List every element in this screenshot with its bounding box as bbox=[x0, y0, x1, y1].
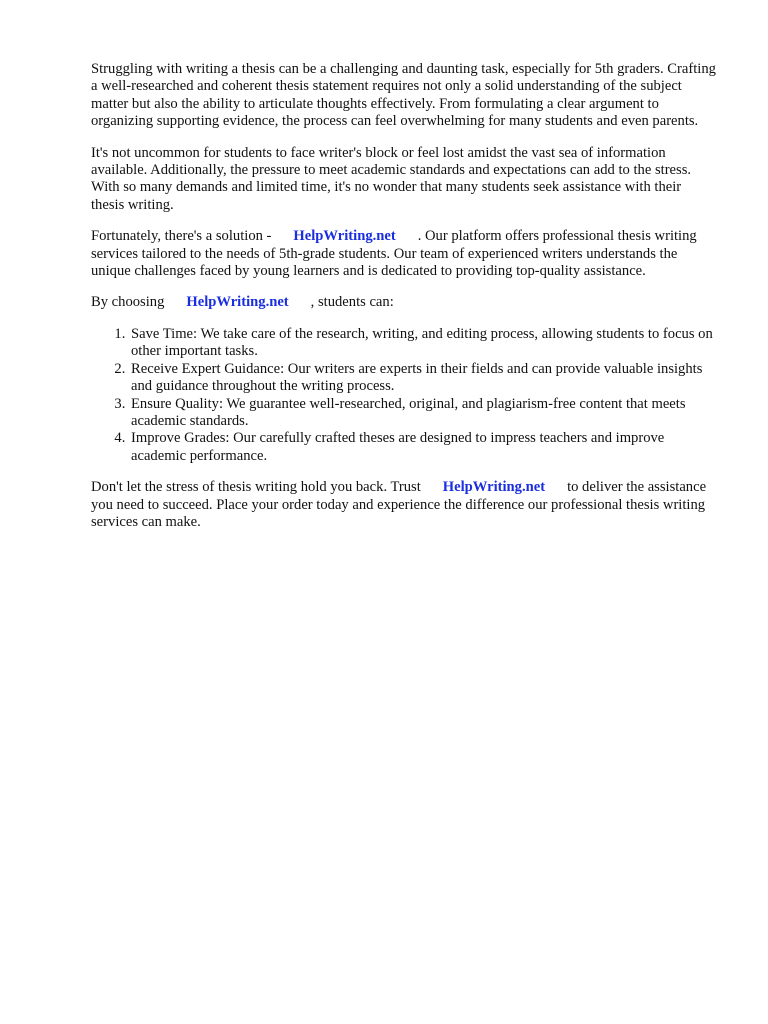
helpwriting-link[interactable]: HelpWriting.net bbox=[186, 294, 289, 311]
solution-paragraph bbox=[91, 228, 717, 280]
challenges-paragraph: It's not uncommon for students to face writer's block or feel lost amidst the vast sea of information available. Additionally, the pressure to meet academic standards and expectations can add to the stress. With so many demands and limited time, it's no wonder that many students seek assistance with their thesis writing. bbox=[91, 144, 692, 213]
closing-paragraph bbox=[91, 479, 717, 531]
closing-text-before: Don't let the stress of thesis writing hold you back. Trust bbox=[91, 479, 421, 496]
closing-text-after: to deliver the assistance you need to succeed. Place your order today and experience the difference our professional thesis writing services can make. bbox=[91, 479, 707, 530]
choosing-text-before: By choosing bbox=[91, 294, 165, 311]
solution-text-after: . Our platform offers professional thesis writing services tailored to the needs of 5th-grade students. Our team of experienced writers understands the unique challenges faced by young learners and is dedicated to providing top-quality assistance. bbox=[91, 228, 697, 280]
choosing-text-after: , students can: bbox=[310, 294, 394, 311]
helpwriting-link[interactable]: HelpWriting.net bbox=[293, 228, 396, 245]
benefits-list bbox=[91, 326, 717, 465]
helpwriting-link[interactable]: HelpWriting.net bbox=[442, 479, 546, 496]
list-item: 3. Ensure Quality: We guarantee well-researched, original, and plagiarism-free content that meets academic standards. bbox=[129, 396, 717, 431]
list-item: 1. Save Time: We take care of the research, writing, and editing process, allowing students to focus on other important tasks. bbox=[129, 326, 717, 361]
choosing-paragraph bbox=[91, 294, 717, 311]
document-page bbox=[91, 61, 717, 545]
intro-paragraph: Struggling with writing a thesis can be a challenging and daunting task, especially for 5th graders. Crafting a well-researched and coherent thesis statement requires not only a solid understanding of the subject matter but also the ability to articulate thoughts effectively. From formulating a clear argument to organizing supporting evidence, the process can feel overwhelming for many students and even parents. bbox=[91, 61, 716, 130]
list-item: 4. Improve Grades: Our carefully crafted theses are designed to impress teachers and improve academic performance. bbox=[129, 430, 717, 465]
solution-text-before: Fortunately, there's a solution - bbox=[91, 228, 272, 245]
list-item: 2. Receive Expert Guidance: Our writers are experts in their fields and can provide valuable insights and guidance throughout the writing process. bbox=[129, 361, 717, 396]
